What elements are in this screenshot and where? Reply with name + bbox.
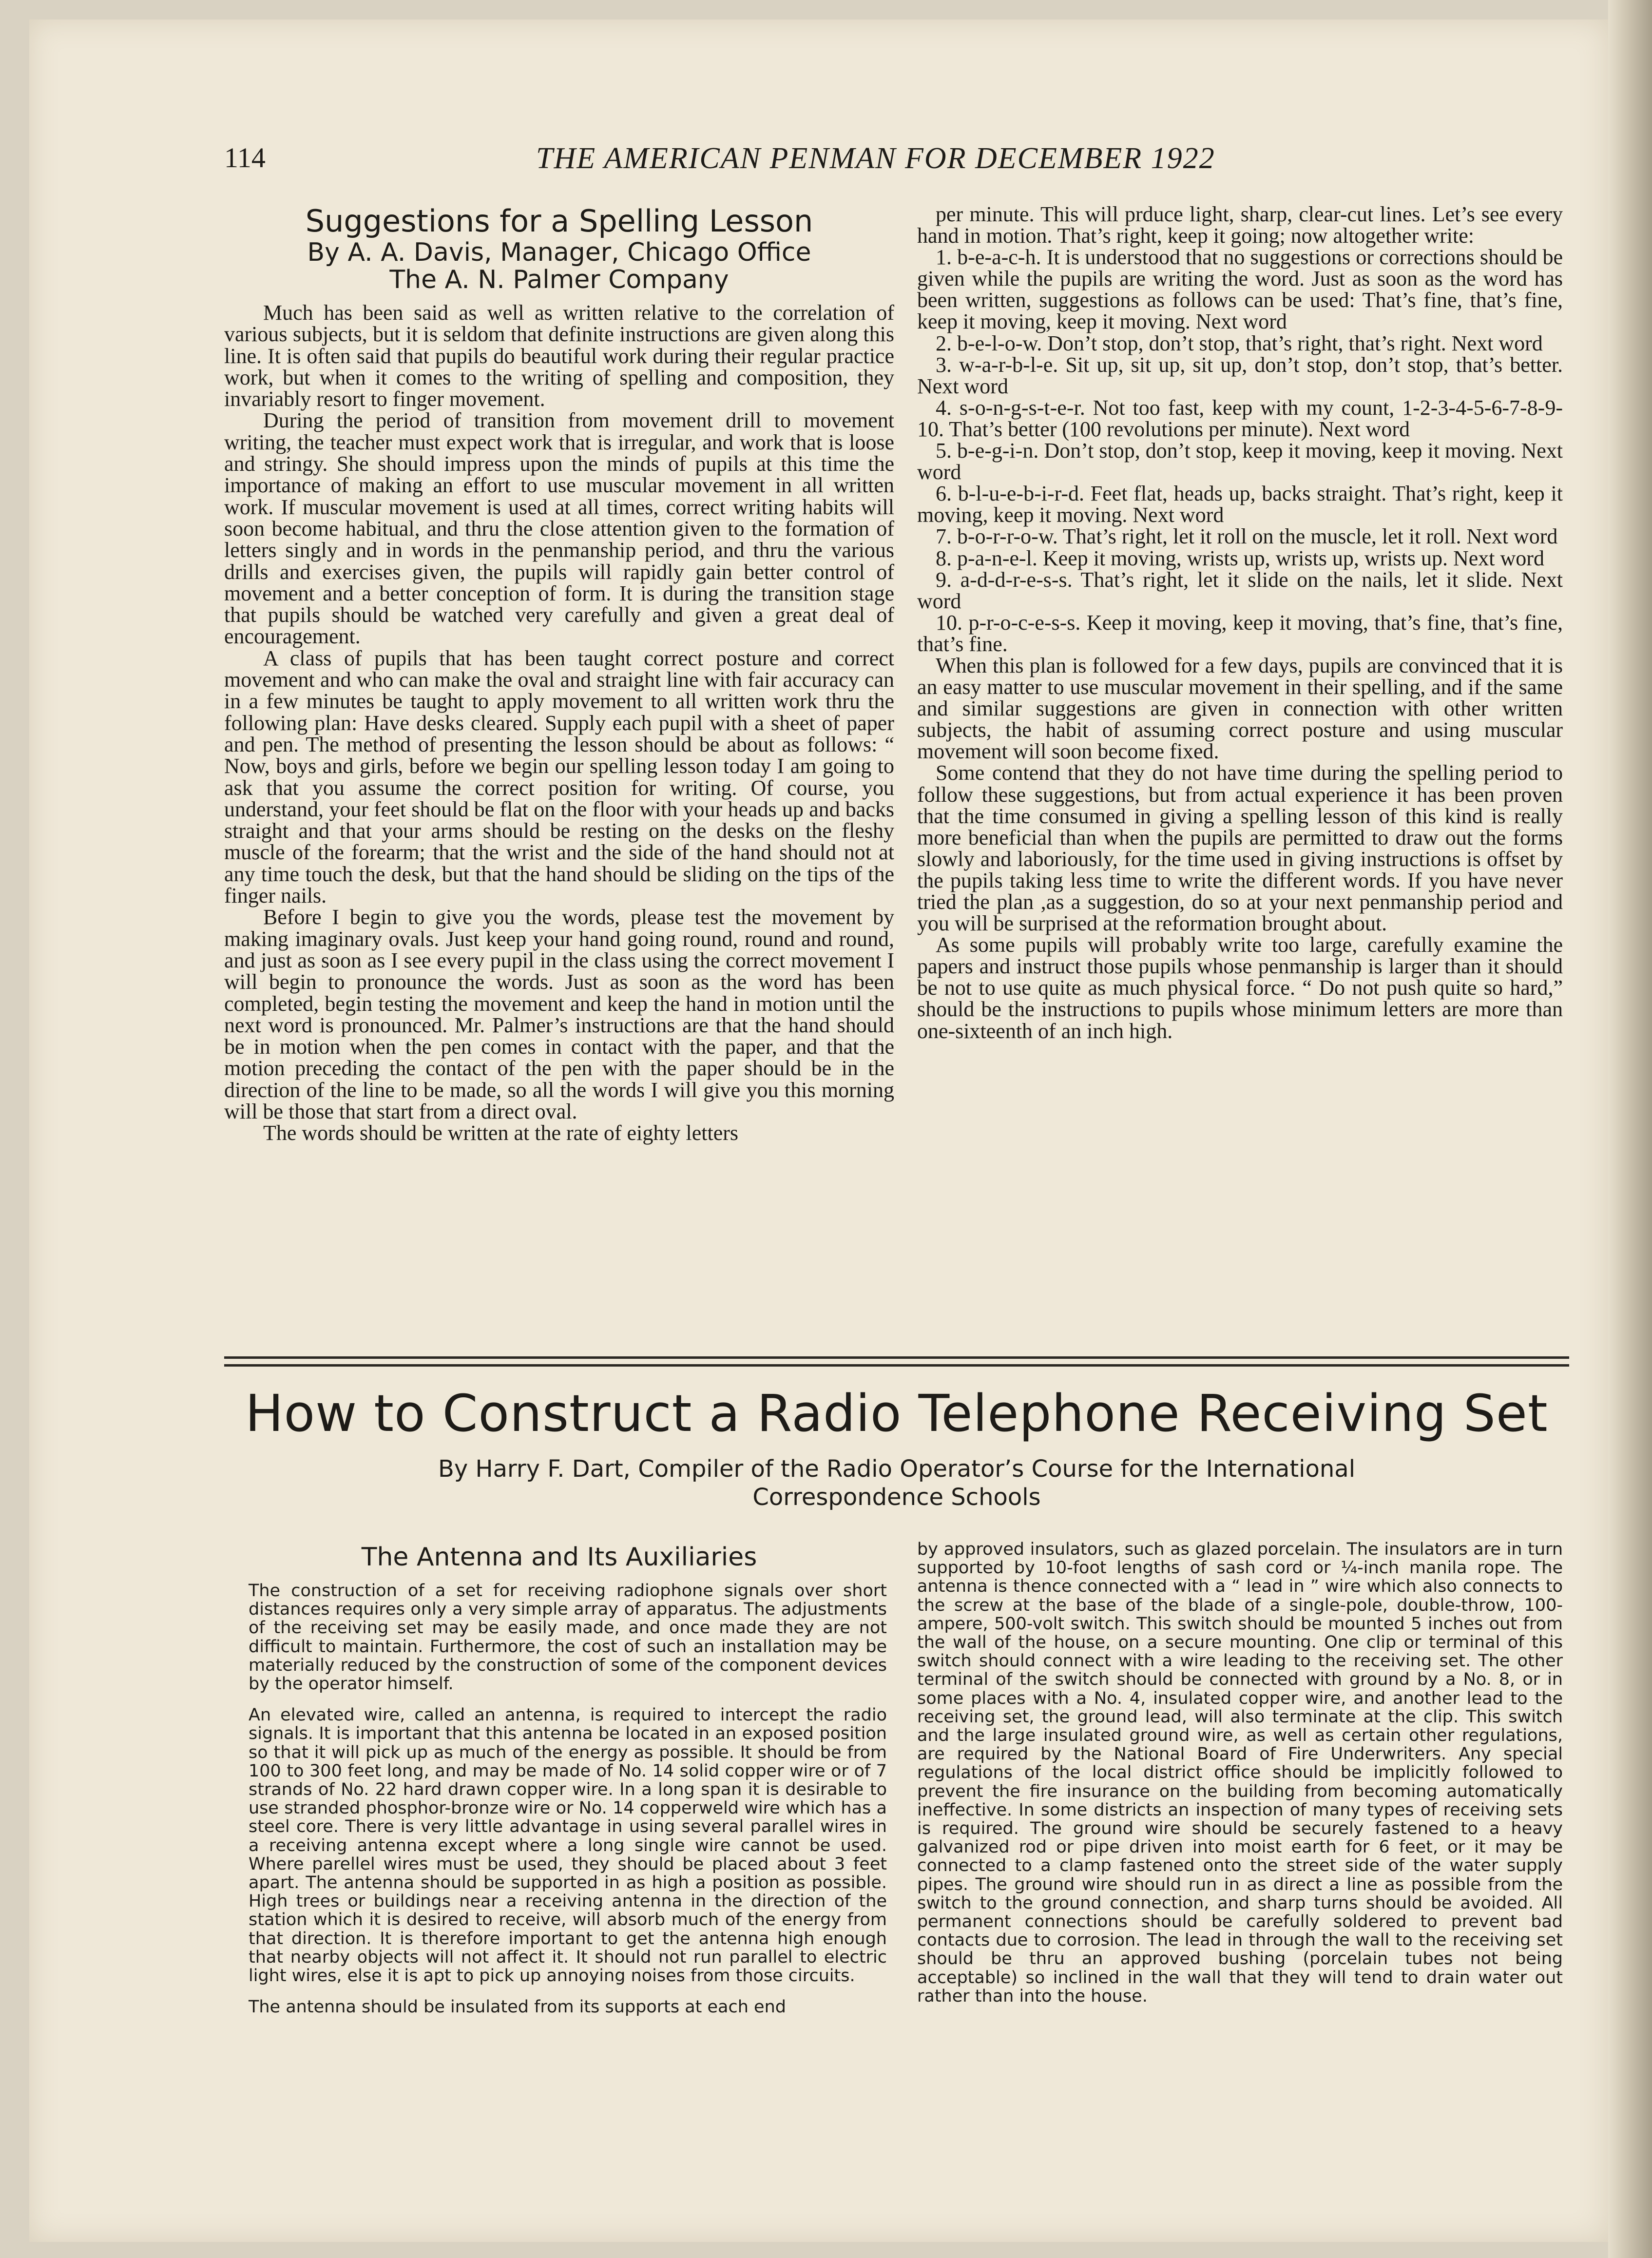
running-head bbox=[224, 141, 1613, 180]
paragraph: 6. b-l-u-e-b-i-r-d. Feet flat, heads up, backs straight. That’s right, keep it moving, keep it moving. Next word bbox=[917, 482, 1563, 527]
page-edge-shadow bbox=[1608, 0, 1652, 2258]
paragraph: 2. b-e-l-o-w. Don’t stop, don’t stop, that’s right, that’s right. Next word bbox=[936, 331, 1543, 355]
paragraph: 8. p-a-n-e-l. Keep it moving, wrists up, wrists up, wrists up. Next word bbox=[936, 546, 1544, 570]
paragraph: per minute. This will prduce light, sharp, clear-cut lines. Let’s see every hand in motion. That’s right, keep it going; now altogether write: bbox=[917, 202, 1563, 248]
paragraph: 7. b-o-r-r-o-w. That’s right, let it roll on the muscle, let it roll. Next word bbox=[936, 524, 1558, 549]
article2-byline bbox=[273, 1455, 1520, 1511]
paragraph: 1. b-e-a-c-h. It is understood that no suggestions or corrections should be given while the pupils are writing the word. Just as soon as the word has been written, suggestions as follows can be used: That’s fine, that’s fine, keep it moving, keep it moving. Next word bbox=[917, 245, 1563, 334]
article1-title: Suggestions for a Spelling Lesson bbox=[305, 203, 813, 239]
paragraph: 9. a-d-d-r-e-s-s. That’s right, let it slide on the nails, let it slide. Next word bbox=[917, 567, 1563, 613]
paragraph: A class of pupils that has been taught correct posture and correct movement and who can make the oval and straight line with fair accuracy can in a few minutes be taught to apply movement to all written work thru the following plan: Have desks cleared. Supply each pupil with a sheet of paper and pen. The method of presenting the lesson should be about as follows: “ Now, boys and girls, before we begin our spelling lesson today I am going to ask that you assume the correct position for writing. Of course, you understand, your feet should be flat on the floor with your heads up and backs straight and that your arms should be resting on the desks on the fleshy muscle of the forearm; that the wrist and the side of the hand should not at any time touch the desk, but that the hand should be sliding on the tips of the finger nails. bbox=[224, 646, 894, 908]
paragraph-gap bbox=[249, 1985, 887, 1998]
section-divider-top bbox=[224, 1356, 1569, 1359]
journal-title: THE AMERICAN PENMAN FOR DECEMBER 1922 bbox=[536, 142, 1215, 175]
article2-byline-line2: Correspondence Schools bbox=[752, 1484, 1041, 1511]
article2-subheading: The Antenna and Its Auxiliaries bbox=[361, 1543, 757, 1572]
paragraph: Before I begin to give you the words, please test the movement by making imaginary ovals. Just keep your hand going round, round and round, and just as soon as I see every pupil in the class using the correct movement I will begin to pronounce the words. Just as soon as the word has been completed, begin testing the movement and keep the hand in motion until the next word is pronounced. Mr. Palmer’s instructions are that the hand should be in motion when the pen comes in contact with the paper, and that the motion preceding the contact of the pen with the paper should be in the direction of the line to be made, so all the words I will give you this morning will be those that start from a direct oval. bbox=[224, 905, 894, 1123]
paragraph: The antenna should be insulated from its supports at each end bbox=[249, 1997, 786, 2017]
paragraph: When this plan is followed for a few days, pupils are convinced that it is an easy matter to use muscular movement in their spelling, and if the same and similar suggestions are given in connection with other written subjects, the habit of assuming correct posture and using muscular movement will soon become fixed. bbox=[917, 653, 1563, 764]
paragraph: Some contend that they do not have time during the spelling period to follow these suggestions, but from actual experience it has been proven that the time consumed in giving a spelling lesson of this kind is really more beneficial than when the pupils are permitted to draw out the forms slowly and laboriously, for the time used in giving instructions is offset by the pupils taking less time to write the different words. If you have never tried the plan ,as a suggestion, do so at your next penmanship period and you will be surprised at the reformation brought about. bbox=[917, 761, 1563, 936]
paragraph: by approved insulators, such as glazed porcelain. The insulators are in turn supported by 10-foot lengths of sash cord or ¼-inch manila rope. The antenna is thence connected with a “ lead in ” wire which also connects to the screw at the base of the blade of a single-pole, double-throw, 100-ampere, 500-volt switch. This switch should be mounted 5 inches out from the wall of the house, on a secure mounting. One clip or terminal of this switch should connect with a wire leading to the receiving set. The other terminal of the switch should be connected with ground by a No. 8, or in some places with a No. 4, insulated copper wire, and another lead to the receiving set, the ground lead, will also terminate at the clip. This switch and the large insulated ground wire, as well as certain other regulations, are required by the National Board of Fire Underwriters. Any special regulations of the local district office should be implicitly followed to prevent the fire insurance on the building from becoming automatically ineffective. In some districts an inspection of many types of receiving sets is required. The ground wire should be securely fastened to a heavy galvanized rod or pipe driven into moist earth for 6 feet, or it may be connected to a clamp fastened onto the street side of the water supply pipes. The ground wire should run in as direct a line as possible from the switch to the ground connection, and sharp turns should be avoided. All permanent connections should be carefully soldered to prevent bad contacts due to corrosion. The lead in through the wall to the receiving set should be thru an approved bushing (porcelain tubes not being acceptable) so inclined in the wall that they will tend to drain water out rather than into the house. bbox=[917, 1540, 1563, 2006]
article2-column-left bbox=[249, 1582, 887, 2016]
article1-heading bbox=[224, 204, 894, 293]
article1-column-left bbox=[224, 302, 894, 1144]
paragraph: 10. p-r-o-c-e-s-s. Keep it moving, keep it moving, that’s fine, that’s fine, that’s fine. bbox=[917, 610, 1563, 656]
article1-column-right bbox=[917, 204, 1563, 1042]
page-number: 114 bbox=[224, 142, 266, 174]
paragraph: 5. b-e-g-i-n. Don’t stop, don’t stop, keep it moving, keep it moving. Next word bbox=[917, 439, 1563, 484]
article2-title: How to Construct a Radio Telephone Receiving Set bbox=[245, 1384, 1548, 1443]
paragraph: The construction of a set for receiving radiophone signals over short distances requires only a very simple array of apparatus. The adjustments of the receiving set may be easily made, and once made they are not difficult to maintain. Furthermore, the cost of such an installation may be materially reduced by the construction of some of the component devices by the operator himself. bbox=[249, 1581, 887, 1694]
paragraph: The words should be written at the rate of eighty letters bbox=[263, 1121, 739, 1145]
paragraph: An elevated wire, called an antenna, is required to intercept the radio signals. It is important that this antenna be located in an exposed position so that it will pick up as much of the energy as possible. It should be from 100 to 300 feet long, and may be made of No. 14 solid copper wire or of 7 strands of No. 22 hard drawn copper wire. In a long span it is desirable to use stranded phosphor-bronze wire or No. 14 copperweld wire which has a steel core. There is very little advantage in using several parallel wires in a receiving antenna except where a long single wire cannot be used. Where parellel wires must be used, they should be placed about 3 feet apart. The antenna should be supported in as high a position as possible. High trees or buildings near a receiving antenna in the direction of the station which it is desired to receive, will absorb much of the energy from that direction. It is therefore important to get the antenna high enough that nearby objects will not affect it. It should not run parallel to electric light wires, else it is apt to pick up annoying noises from those circuits. bbox=[249, 1705, 887, 1986]
article2-column-right bbox=[917, 1540, 1563, 2006]
paragraph: As some pupils will probably write too large, carefully examine the papers and instruct those pupils whose penmanship is larger than it should be not to use quite as much physical force. “ Do not push quite so hard,” should be the instructions to pupils whose minimum letters are more than one-sixteenth of an inch high. bbox=[917, 933, 1563, 1043]
paragraph: Much has been said as well as written relative to the correlation of various subjects, but it is seldom that definite instructions are given along this line. It is often said that pupils do beautiful work during their regular practice work, but when it comes to the writing of spelling and composition, they invariably resort to finger movement. bbox=[224, 301, 894, 411]
paragraph-gap bbox=[249, 1693, 887, 1706]
article1-byline-company: The A. N. Palmer Company bbox=[389, 265, 729, 294]
paragraph: 4. s-o-n-g-s-t-e-r. Not too fast, keep with my count, 1-2-3-4-5-6-7-8-9-10. That’s better (100 revolutions per minute). Next word bbox=[917, 395, 1563, 441]
paragraph: 3. w-a-r-b-l-e. Sit up, sit up, sit up, don’t stop, don’t stop, that’s better. Next word bbox=[917, 352, 1563, 398]
article2-byline-line1: By Harry F. Dart, Compiler of the Radio Operator’s Course for the International bbox=[438, 1455, 1356, 1483]
section-divider-bottom bbox=[224, 1364, 1569, 1367]
paragraph: During the period of transition from movement drill to movement writing, the teacher must expect work that is irregular, and work that is loose and stringy. She should impress upon the minds of pupils at this time the importance of making an effort to use muscular movement in all written work. If muscular movement is used at all times, correct writing habits will soon become habitual, and thru the close attention given to the formation of letters singly and in words in the penmanship period, and thru the various drills and exercises given, the pupils will rapidly gain better control of movement and a better conception of form. It is during the transition stage that pupils should be watched very carefully and given a great deal of encouragement. bbox=[224, 408, 894, 649]
article1-byline-author: By A. A. Davis, Manager, Chicago Office bbox=[307, 238, 811, 267]
